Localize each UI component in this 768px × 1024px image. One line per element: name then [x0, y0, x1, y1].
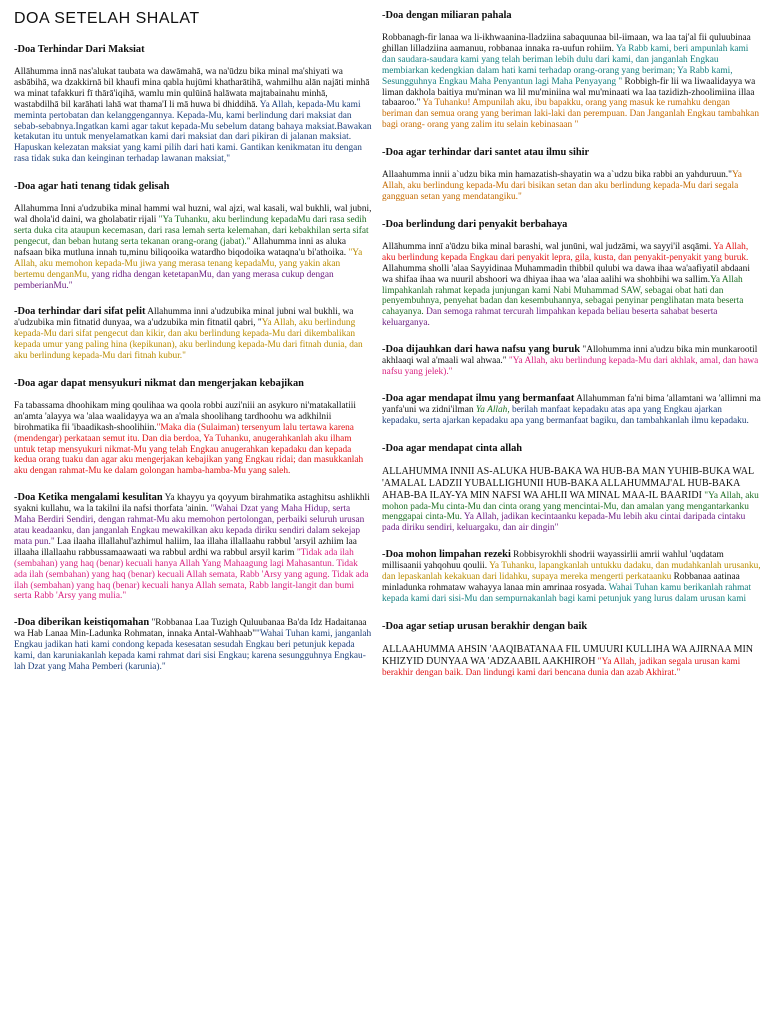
section-heading: -Doa agar terhindar dari santet atau ilmu sihir [382, 147, 590, 159]
section-rezeki [382, 550, 762, 605]
section-heading: -Doa dengan miliaran pahala [382, 10, 512, 21]
translation: Ya Allah limpahkanlah rahmat kepada junjungan kami Nabi Muhammad SAW, sebagai obat hati dan penyembuhnya, penyehat badan dan kesembuhannya, sebagai penyinar penglihatan mata beserta cahayanya. [382, 274, 744, 318]
translation: Ya Tuhanku! Ampunilah aku, ibu bapakku, orang yang masuk ke rumahku dengan beriman dan semua orang yang beriman laki-laki dan perempuan. Dan Janganlah Engkau tambahkan bagi orang- orang yang zalim itu selain kebinasaan " [382, 98, 759, 131]
translation: Ya Allah, [473, 404, 510, 415]
arabic-transliteration: Allāhumma innī a'ūdzu bika minal barashi, wal junūni, wal judzāmi, wa sayyi'il asqāmi. [382, 241, 712, 252]
section-body [14, 618, 372, 673]
section-sifat-pelit [14, 307, 372, 362]
arabic-transliteration: Fa tabassama dhoohikam ming qoulihaa wa qoola robbi auzi'niii an asykuro ni'matakallatiii an'amta 'alayya wa 'alaa waalidayya wa an a'mala shoolihang tardhoohu wa adkhilnii birohmatika fii 'ibaadikash-shoolihiin. [14, 400, 356, 433]
section-body [382, 644, 762, 679]
document-title: DOA SETELAH SHALAT [14, 10, 200, 27]
translation: Ya Tuhanku, lapangkanlah untukku dadaku, dan mudahkanlah urusanku, dan lepaskanlah kekakuan dari lidahku, supaya mereka mengerti perkataanku [382, 561, 761, 583]
section-heading: -Doa terhindar dari sifat pelit [14, 306, 146, 318]
section-body [382, 550, 762, 605]
arabic-transliteration: Allahumman fa'ni bima 'allamtani wa 'allimni ma yanfa'uni wa zidni'ilman [382, 393, 761, 415]
section-mensyukuri-nikmat [14, 378, 372, 477]
translation: Ya Rabb kami, beri ampunlah kami dan saudara-saudara kami yang telah beriman lebih dulu dari kami, dan janganlah Engkau membiarkan kedengkian dalam hati kami terhadap orang-orang yang beriman; Ya Rabb kami, Sesungguhnya Engkau Maha Penyantun lagi Maha Penyayang " [382, 43, 749, 87]
arabic-transliteration: Allahumma inni a'udzubika minal jubni wal bukhli, wa a'udzubika min fitnatid dunyaa, wa a'udzubika min fitnatil qabri, " [14, 307, 354, 329]
section-urusan-baik [382, 621, 762, 679]
translation: "Wahai Dzat yang Maha Hidup, serta Maha Berdiri Sendiri, dengan rahmat-Mu aku memohon pertolongan, perbaiki seluruh urusan atau keadaanku, dan janganlah Engkau mewakilkan aku kepada diriku sendiri dalam sekejap mata pun." [14, 504, 365, 547]
left-column [0, 0, 378, 689]
arabic-transliteration: Allāhumma innā nas'alukat taubata wa dawāmahā, wa na'ūdzu bika minal ma'shiyati wa asbābihā, wa dzakkirnā bil khaufi mina qabla hujūmi khatharātihā, wahmilhu alān najāti minhā wa minat tafakkuri fī thārā'iqihā, wamlu min qulūinā halāwata majtabainahu minhā, wastabdilhā bil karāhati lahā wat thama'I li mā huwa bi dhiddihā. [14, 67, 370, 110]
section-keistiqomahan [14, 618, 372, 673]
section-heading: -Doa agar dapat mensyukuri nikmat dan mengerjakan kebajikan [14, 377, 304, 389]
section-body [14, 204, 372, 291]
translation: Ya Allah, aku berlindung kepada Engkau dari penyakit lepra, gila, kusta, dan penyakit-penyakit yang buruk. [382, 241, 749, 263]
translation: Ya Allah, aku berlindung kepada-Mu dari bisikan setan dan aku berlindung kepada-Mu dari segala gangguan setan yang mendatangiku." [382, 170, 742, 202]
section-body [382, 466, 762, 535]
arabic-transliteration: "Allohumma inni a'udzu bika min munkarootil akhlaaqi wal a'maali wal ahwaa." [382, 345, 758, 367]
arabic-transliteration: Allaahumma innii a`udzu bika min hamazatish-shayatin wa a`udzu bika rabbi an yahduruun." [382, 170, 732, 181]
section-terhindar-maksiat [14, 44, 372, 165]
translation: "Tidak ada ilah (sembahan) yang haq (benar) kecuali hanya Allah Yang Mahaagung lagi Mahasantun. Tidak ada ilah (sembahan) yang haq (benar) kecuali Allah semata, Rabb 'Arsy yang agung. Tidak ada ilah (sembahan) yang haq (benar) kecuali hanya Allah semata, Rabb langit-langit dan bumi serta Rabb 'Arsy yang mulia." [14, 547, 369, 602]
section-body [382, 33, 762, 131]
translation: yang ridha dengan ketetapanMu, dan yang merasa cukup dengan pemberianMu." [14, 269, 334, 291]
translation: berilah manfaat kepadaku atas apa yang Engkau ajarkan kepadaku, serta ajarkan kepadaku apa yang bermanfaat bagiku, dan tambahkanlah ilmu kepadaku. [382, 404, 749, 426]
arabic-transliteration: Allahumma sholli 'alaa Sayyidinaa Muhammadin thibbil qulubi wa dawa ihaa wa'aafiyatil abdaani wa shifaa ihaa wa nuuril abshoori wa dhiyaa ihaa wa 'alaa aalihi wa shohbihi wa sallim. [382, 263, 750, 285]
section-body [14, 401, 372, 477]
arabic-transliteration: "Robbanaa Laa Tuzigh Quluubanaa Ba'da Idz Hadaitanaa wa Hab Lanaa Min-Ladunka Rohmatan, innaka Antal-Wahhaab" [14, 618, 367, 640]
translation: Wahai Tuhan kamu berikanlah rahmat kepada kami dari sisi-Mu dan sempurnakanlah bagi kami petunjuk yang lurus dalam urusan kami [382, 583, 752, 604]
section-body [14, 307, 372, 362]
section-body [14, 493, 372, 602]
translation: "Maka dia (Sulaiman) tersenyum lalu tertawa karena (mendengar) perkataan semut itu. Dan dia berdoa, Ya Tuhanku, anugerahkanlah aku ilham untuk tetap mensyukuri nikmat-Mu yang telah Engkau anugerahkan kepadaku dan kepada kedua orang tuaku dan agar aku mengerjakan kebajikan yang Engkau ridai; dan masukkanlah aku dengan rahmat-Mu ke dalam golongan hamba-hamba-Mu yang saleh. [14, 422, 364, 477]
arabic-transliteration: Allahumma inni as aluka nafsaan bika mutluna innah tu,minu biliqooika watardho biqodoika wataqna'u bi'athoika. [14, 236, 347, 258]
section-heading: -Doa diberikan keistiqomahan [14, 617, 150, 629]
translation: "Ya Allah, aku mohon pada-Mu cinta-Mu dan cinta orang yang mencintai-Mu, dan amalan yang mengantarkanku menggapai cinta-Mu. [382, 490, 759, 523]
section-heading: -Doa agar hati tenang tidak gelisah [14, 181, 170, 193]
section-heading: -Doa agar mendapat cinta allah [382, 442, 523, 454]
translation: Dan semoga rahmat tercurah limpahkan kepada beliau beserta sahabat beserta keluarganya. [382, 307, 718, 329]
arabic-transliteration: Robbanaa aatinaa minladunka rohmataw wahayya lanaa min amrinaa rosyada. [382, 572, 740, 593]
translation: Ya Allah, jadikan kecintaanku kepada-Mu lebih aku cintai daripada cintaku pada diriku sendiri, keluargaku, dan air dingin" [382, 512, 746, 534]
section-heading: -Doa agar mendapat ilmu yang bermanfaat [382, 392, 575, 404]
right-column [378, 0, 768, 695]
section-hawa-nafsu [382, 345, 762, 378]
arabic-transliteration: Robbisyrokhli shodrii wayassirlii amrii wahlul 'uqdatam millisaanii yahqohuu qoulii. [382, 550, 724, 572]
arabic-transliteration: Allahumma Inni a'udzubika minal hammi wal huzni, wal ajzi, wal kasali, wal bukhli, wal jubni, wal dhola'id daini, wa gholabatir rijali [14, 204, 372, 226]
section-cinta-allah [382, 443, 762, 535]
section-body [382, 394, 762, 427]
section-hati-tenang [14, 181, 372, 291]
arabic-transliteration: Laa ilaaha illallahul'azhimul haliim, laa illaha illallaahu rabbul 'arsyil azhiim laa illaaha illallaahu rabbussamaawaati wa rabbul ardhi wa rabbul arsyil karim [14, 536, 357, 558]
section-heading: -Doa dijauhkan dari hawa nafsu yang buruk [382, 344, 581, 356]
section-penyakit [382, 219, 762, 329]
translation: "Ya Allah, aku berlindung kepada-Mu dari akhlak, amal, dan hawa nafsu yang jelek)." [382, 356, 759, 377]
arabic-transliteration: Ya khayyu ya qoyyum birahmatika astaghitsu ashlikhli syakni kullahu, wa la takilni ila nafsi thorfata 'ainin. [14, 493, 370, 515]
section-heading: -Doa mohon limpahan rezeki [382, 549, 511, 561]
translation: "Ya Allah, aku memohon kepada-Mu jiwa yang merasa tenang kepadaMu, yang yakin akan bertemu denganMu, [14, 247, 363, 280]
section-heading: -Doa berlindung dari penyakit berbahaya [382, 218, 568, 230]
section-body [382, 170, 762, 203]
translation: "Wahai Tuhan kami, janganlah Engkau jadikan hati kami condong kepada kesesatan sesudah Engkau beri petunjuk kepada kami, dan karuniakanlah kepada kami rahmat dari sisi Engkau; karena sesungguhnya Engkau-lah Dzat yang Maha Pemberi (karunia)." [14, 629, 372, 672]
section-body [382, 242, 762, 329]
section-miliaran-pahala [382, 10, 762, 131]
arabic-transliteration: Robbigh-fir lii wa liwaalidayya wa liman dakhola baitiya mu'minan wa lil mu'miniina wal mu'minaati wa laa tazidizh-zhoolimiina illaa tabaaroo." [382, 76, 756, 109]
section-body [382, 345, 762, 378]
translation: Ya Allah, kepada-Mu kami meminta pertobatan dan kelanggengannya. Kepada-Mu, kami berlindung dari maksiat dan sebab-sebabnya.Ingatkan kami agar takut kepada-Mu sebelum datang bahaya maksiat.Bawakan ketakutan itu untuk menyelamatkan kami dari maksiat dan dari pikiran di jalanan maksiat. Hapuskan kelezatan maksiat yang kami pilih dari hati kami. Gantikan kenikmatan itu dengan rasa tidak suka dan keinginan terhadap lawanan maksiat," [14, 99, 372, 165]
section-kesulitan [14, 493, 372, 602]
translation: Ya Allah, aku berlindung kepada-Mu dari sifat pengecut dan kikir, dan aku berlindung kepada-Mu dari dikembalikan kepada umur yang paling hina (kepikunan), aku berlindung kepada-Mu dari fitnah dunia, dan aku berlindung kepada-Mu dari fitnah kubur." [14, 318, 363, 362]
arabic-transliteration: ALLAHUMMA INNII AS-ALUKA HUB-BAKA WA HUB-BA MAN YUHIB-BUKA WAL 'AMALAL LADZII YUBALLIGHUNII HUB-BAKA ALLAHUMMAJ'AL HUB-BAKA AHAB-BA ILAY-YA MIN NAFSI WA AHLII WA MINAL MAA-IL BAARIDI [382, 465, 754, 501]
section-heading: -Doa Terhindar Dari Maksiat [14, 44, 145, 55]
section-santet [382, 147, 762, 203]
arabic-transliteration: Robbanagh-fir lanaa wa li-ikhwaanina-lladziina sabaquunaa bil-iimaan, wa laa taj'al fii quluubinaa ghillan lilladziina aamanuu, robbanaa innaka ra-uufun rohiim. [382, 33, 751, 54]
section-heading: -Doa agar setiap urusan berakhir dengan baik [382, 620, 588, 632]
section-ilmu [382, 394, 762, 427]
translation: "Ya Allah, jadikan segala urusan kami berakhir dengan baik. Dan lindungi kami dari bencana dunia dan azab Akhirat." [382, 656, 741, 678]
section-heading: -Doa Ketika mengalami kesulitan [14, 492, 163, 504]
arabic-transliteration: ALLAAHUMMA AHSIN 'AAQIBATANAA FIL UMUURI KULLIHA WA AJIRNAA MIN KHIZYID DUNYAA WA 'ADZAABIL AAKHIROH [382, 643, 754, 667]
section-body [14, 67, 372, 165]
translation: "Ya Tuhanku, aku berlindung kepadaMu dari rasa sedih serta duka cita ataupun kecemasan, dari rasa lemah serta kelemahan, dari kebakhilan serta sifat pengecut, dan beban hutang serta tekanan orang-orang (jabat)." [14, 215, 369, 247]
